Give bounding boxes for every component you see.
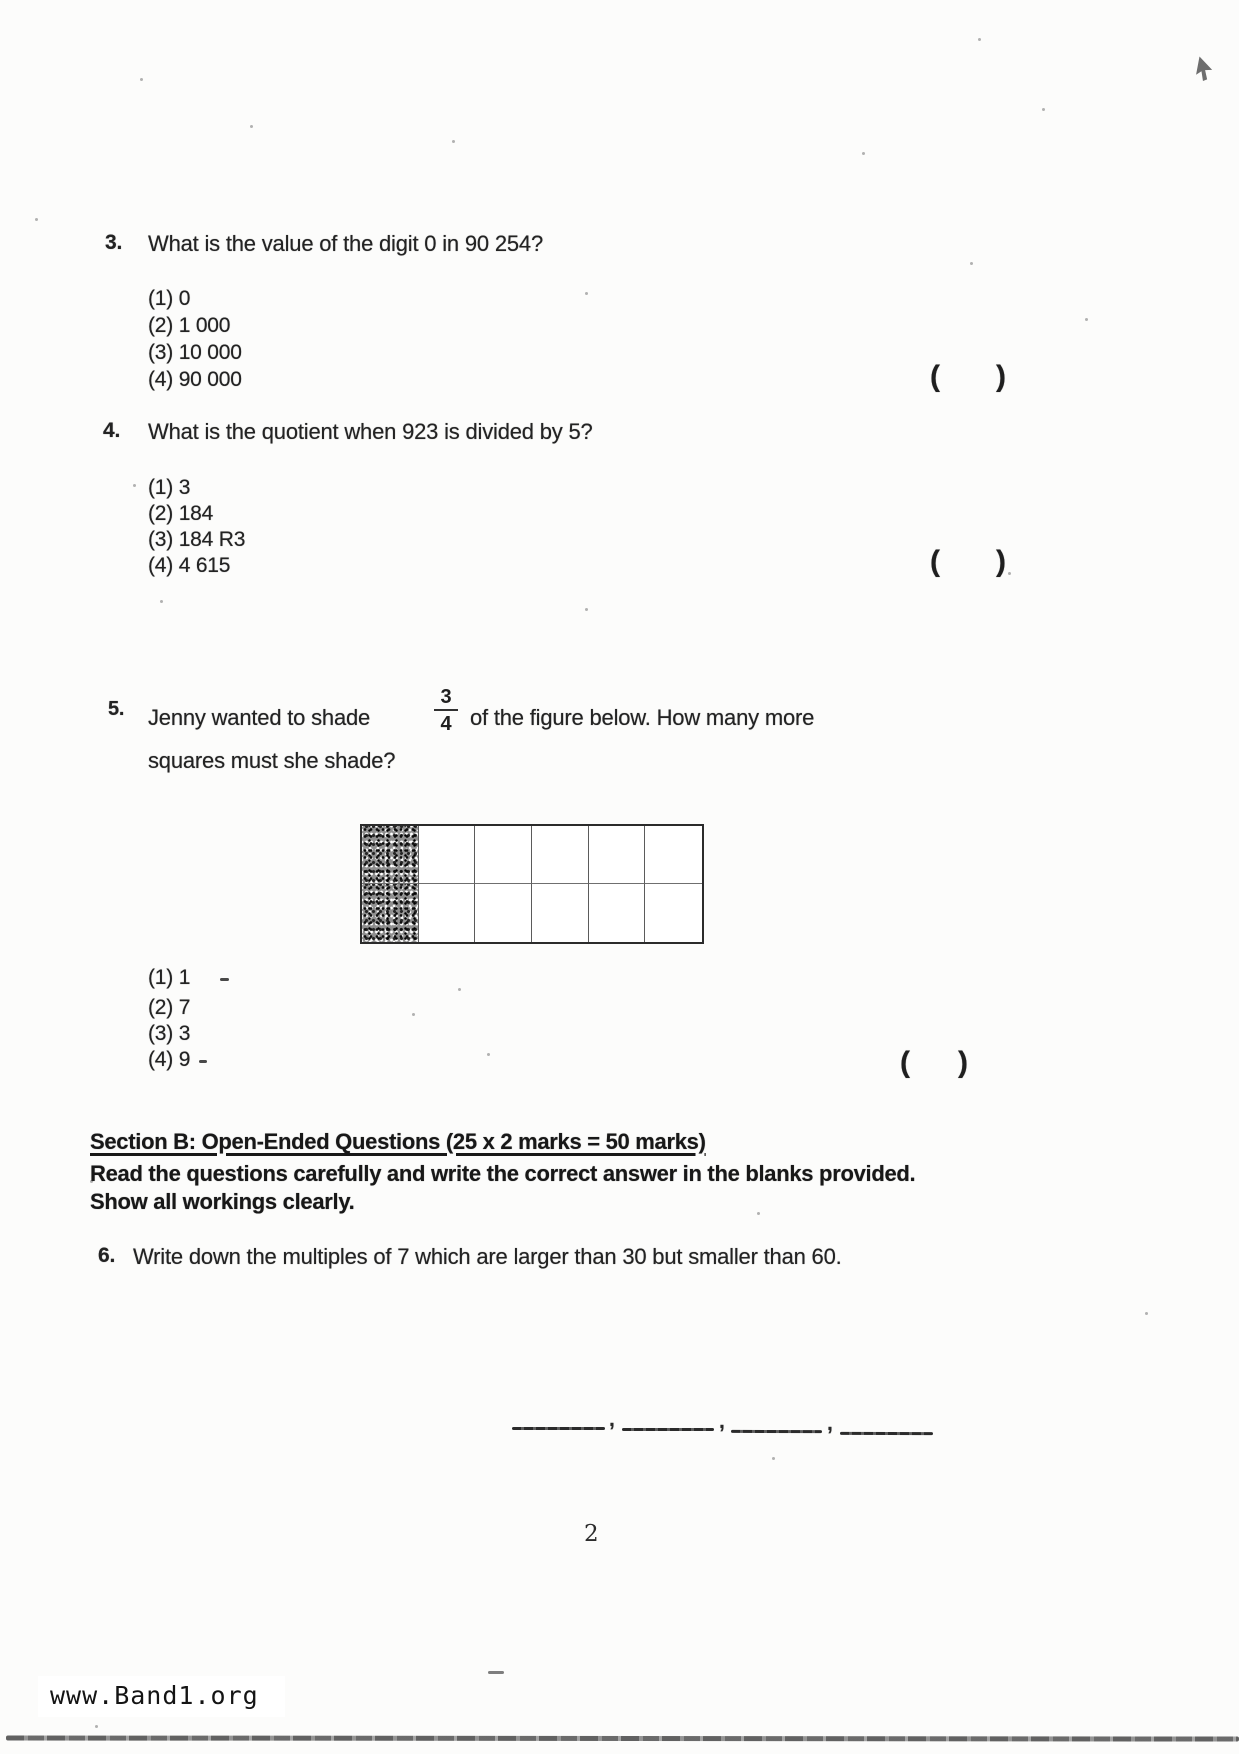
- answer-bracket-close: ): [996, 360, 1006, 393]
- answer-bracket-open: (: [930, 360, 940, 393]
- answer-bracket-open: (: [930, 545, 940, 578]
- question-5-number: 5.: [108, 698, 125, 720]
- watermark-text: www.Band1.org: [50, 1681, 259, 1710]
- scan-speck: [585, 608, 588, 611]
- scan-speck: [487, 1053, 490, 1056]
- blank-separator-comma: ,: [719, 1410, 725, 1433]
- page-number: 2: [584, 1521, 599, 1547]
- question-6-number: 6.: [98, 1244, 116, 1267]
- dash-mark: [488, 1671, 504, 1674]
- answer-blank-line: [731, 1430, 822, 1433]
- shaded-cell: [362, 826, 419, 884]
- shaded-cell: [362, 884, 419, 942]
- section-b-heading: Section B: Open-Ended Questions (25 x 2 marks = 50 marks): [90, 1129, 706, 1154]
- scan-speck: [95, 1725, 98, 1728]
- scan-speck: [772, 1457, 775, 1460]
- fraction-three-quarters: [432, 686, 460, 735]
- option-item: (3) 3: [148, 1022, 191, 1045]
- answer-bracket-close: ): [958, 1046, 968, 1079]
- scan-speck: [90, 1180, 93, 1183]
- grid-cell: [419, 826, 476, 884]
- option-item: (3) 10 000: [148, 341, 242, 364]
- option-item: (2) 184: [148, 502, 214, 525]
- fraction-bar: [434, 709, 458, 711]
- question-5-text-after-fraction: of the figure below. How many more: [470, 705, 815, 730]
- watermark-box: [38, 1676, 285, 1717]
- answer-blank-line: [622, 1428, 714, 1431]
- grid-cell: [589, 884, 646, 942]
- answer-blank-line: [512, 1427, 605, 1430]
- scan-speck: [133, 484, 136, 487]
- question-4-text: What is the quotient when 923 is divided by 5?: [148, 419, 593, 444]
- blank-separator-comma: ,: [609, 1408, 615, 1431]
- answer-blank-line: [840, 1432, 933, 1435]
- scan-speck: [970, 262, 973, 265]
- question-3-text: What is the value of the digit 0 in 90 254?: [148, 231, 543, 256]
- question-4-number: 4.: [103, 419, 121, 442]
- grid-cell: [475, 884, 532, 942]
- option-item: (2) 1 000: [148, 314, 231, 337]
- dash-mark: [220, 978, 229, 981]
- grid-cell: [532, 884, 589, 942]
- fraction-denominator: 4: [440, 713, 452, 735]
- scan-speck: [140, 78, 143, 81]
- scan-noise-line: [6, 1735, 1239, 1741]
- blank-separator-comma: ,: [827, 1412, 833, 1435]
- option-item: (4) 9: [148, 1048, 191, 1071]
- grid-cell: [645, 884, 702, 942]
- cursor-arrow-mark: [1191, 55, 1216, 87]
- scan-speck: [1042, 108, 1045, 111]
- option-item: (3) 184 R3: [148, 528, 246, 551]
- option-item: (4) 4 615: [148, 554, 231, 577]
- option-item: (1) 0: [148, 287, 191, 310]
- scan-speck: [1145, 1312, 1148, 1315]
- grid-cell: [475, 826, 532, 884]
- answer-bracket-open: (: [900, 1046, 910, 1079]
- scan-speck: [978, 38, 981, 41]
- question-3-number: 3.: [105, 231, 123, 254]
- scan-speck: [862, 152, 865, 155]
- option-item: (1) 3: [148, 476, 191, 499]
- scan-speck: [160, 600, 163, 603]
- scan-speck: [35, 218, 38, 221]
- question-6-text: Write down the multiples of 7 which are larger than 30 but smaller than 60.: [133, 1244, 842, 1269]
- option-item: (1) 1: [148, 966, 191, 989]
- scan-speck: [452, 140, 455, 143]
- question-5-text-line2: squares must she shade?: [148, 748, 396, 773]
- figure-grid: [360, 824, 704, 944]
- section-b-instruction-1: Read the questions carefully and write the correct answer in the blanks provided.: [90, 1161, 916, 1186]
- option-item: (4) 90 000: [148, 368, 242, 391]
- grid-cell: [419, 884, 476, 942]
- scan-speck: [412, 1013, 415, 1016]
- scan-speck: [250, 125, 253, 128]
- option-item: (2) 7: [148, 996, 191, 1019]
- scan-speck: [757, 1212, 760, 1215]
- answer-bracket-close: ): [996, 545, 1006, 578]
- section-b-instruction-2: Show all workings clearly.: [90, 1189, 355, 1214]
- scan-speck: [458, 988, 461, 991]
- scan-speck: [585, 292, 588, 295]
- fraction-numerator: 3: [440, 686, 452, 708]
- scan-speck: [1008, 572, 1011, 575]
- question-5-text-before-fraction: Jenny wanted to shade: [148, 705, 371, 730]
- scan-speck: [1085, 318, 1088, 321]
- grid-cell: [589, 826, 646, 884]
- grid-cell: [645, 826, 702, 884]
- grid-cell: [532, 826, 589, 884]
- dash-mark: [199, 1060, 207, 1063]
